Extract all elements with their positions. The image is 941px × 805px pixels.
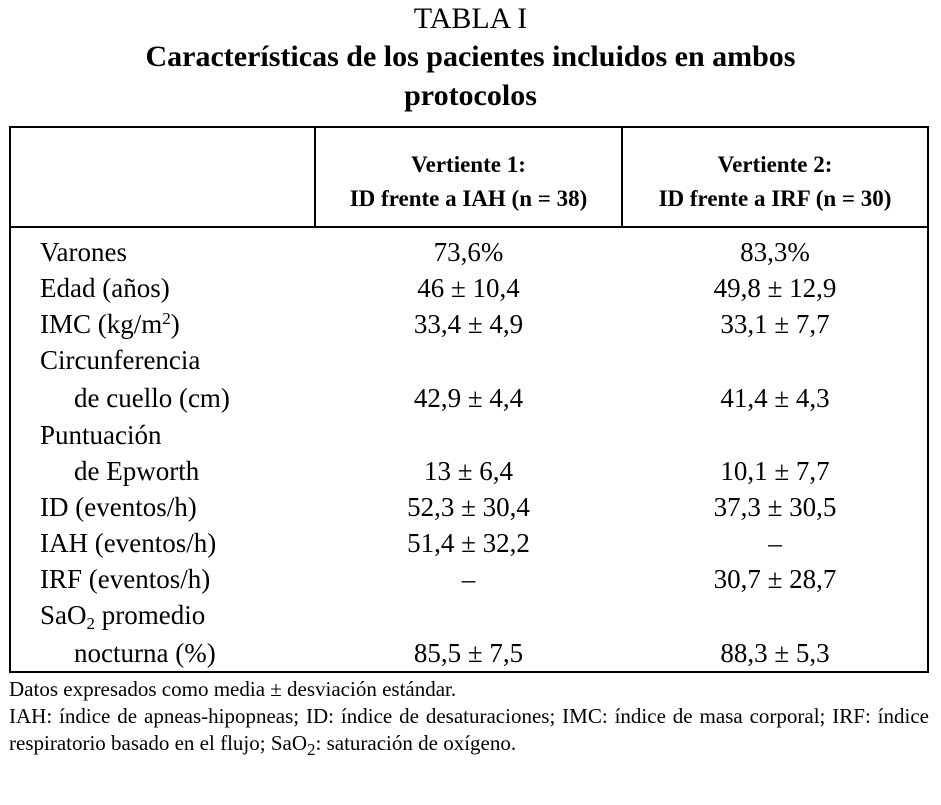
table-row-irf xyxy=(11,561,927,597)
cell-vertiente-1: 33,4 ± 4,9 xyxy=(413,309,524,339)
cell-vertiente-2: 88,3 ± 5,3 xyxy=(720,638,830,668)
header-rule xyxy=(11,226,927,228)
row-label: IRF (eventos/h) xyxy=(40,564,211,594)
cell-vertiente-1: 42,9 ± 4,4 xyxy=(413,383,524,413)
row-label: IAH (eventos/h) xyxy=(40,528,217,558)
superscript: 2 xyxy=(162,309,171,328)
row-label: Puntuación xyxy=(40,420,162,450)
table-number: TABLA I xyxy=(413,2,528,35)
cell-vertiente-1: 51,4 ± 32,2 xyxy=(407,528,530,558)
column-header-subtitle: ID frente a IRF (n = 30) xyxy=(658,186,892,211)
table-row-edad xyxy=(11,270,927,306)
row-label-continuation: de Epworth xyxy=(74,456,200,486)
cell-vertiente-2: 49,8 ± 12,9 xyxy=(713,273,837,303)
table-row-puntuacion-line-1 xyxy=(11,417,927,453)
cell-vertiente-2: 10,1 ± 7,7 xyxy=(720,456,830,486)
table-caption-line-2: protocolos xyxy=(404,79,537,112)
row-label: Varones xyxy=(40,237,127,267)
column-header-title: Vertiente 1: xyxy=(411,152,526,177)
table-row-circunferencia xyxy=(11,380,927,416)
data-table xyxy=(9,126,929,673)
table-row-sao2-line-1 xyxy=(11,597,927,633)
cell-vertiente-2: – xyxy=(768,528,782,558)
row-label-continuation: nocturna (%) xyxy=(74,638,216,668)
cell-vertiente-1: 85,5 ± 7,5 xyxy=(413,638,524,668)
table-row-puntuacion xyxy=(11,453,927,489)
cell-vertiente-1: 73,6% xyxy=(433,237,504,267)
table-row-iah xyxy=(11,525,927,561)
row-label: Edad (años) xyxy=(40,273,170,303)
cell-vertiente-2: 30,7 ± 28,7 xyxy=(713,564,837,594)
row-label-text: ) xyxy=(170,309,180,339)
footnote-text: : saturación de oxígeno. xyxy=(315,731,517,755)
table-row-varones xyxy=(11,234,927,270)
table-row-id xyxy=(11,489,927,525)
table-row-circunferencia-line-1 xyxy=(11,342,927,378)
table-row-imc xyxy=(11,306,927,342)
column-header-vertiente-1 xyxy=(316,148,621,216)
row-label-continuation: de cuello (cm) xyxy=(74,383,230,413)
footnote-data-format: Datos expresados como media ± desviación estándar. xyxy=(9,677,457,701)
column-header-vertiente-2 xyxy=(623,148,927,216)
row-label-text: promedio xyxy=(95,600,206,630)
cell-vertiente-2: 37,3 ± 30,5 xyxy=(713,492,837,522)
cell-vertiente-2: 83,3% xyxy=(740,237,810,267)
row-label: Circunferencia xyxy=(40,345,201,375)
subscript: 2 xyxy=(307,740,316,759)
row-label-text: IMC (kg/m xyxy=(40,309,163,339)
cell-vertiente-1: 46 ± 10,4 xyxy=(417,273,520,303)
row-label-text: SaO xyxy=(40,600,87,630)
row-label: ID (eventos/h) xyxy=(40,492,197,522)
table-footnotes xyxy=(9,676,929,757)
subscript: 2 xyxy=(86,614,95,633)
column-header-title: Vertiente 2: xyxy=(717,152,833,177)
footnote-text: IAH: índice de apneas-hipopneas; ID: índice de desaturaciones; IMC: índice de masa corporal; IRF: índice respiratorio basado en el flujo; SaO xyxy=(9,704,929,755)
cell-vertiente-2: 33,1 ± 7,7 xyxy=(720,309,830,339)
row-label xyxy=(40,597,205,633)
cell-vertiente-2: 41,4 ± 4,3 xyxy=(720,383,830,413)
footnote-abbreviations xyxy=(9,703,929,757)
table-caption-line-1: Características de los pacientes incluidos en ambos xyxy=(145,40,796,73)
row-label xyxy=(40,306,180,342)
cell-vertiente-1: 13 ± 6,4 xyxy=(423,456,514,486)
table-row-sao2 xyxy=(11,635,927,671)
column-header-subtitle: ID frente a IAH (n = 38) xyxy=(349,186,588,211)
cell-vertiente-1: 52,3 ± 30,4 xyxy=(407,492,530,522)
cell-vertiente-1: – xyxy=(461,564,476,594)
